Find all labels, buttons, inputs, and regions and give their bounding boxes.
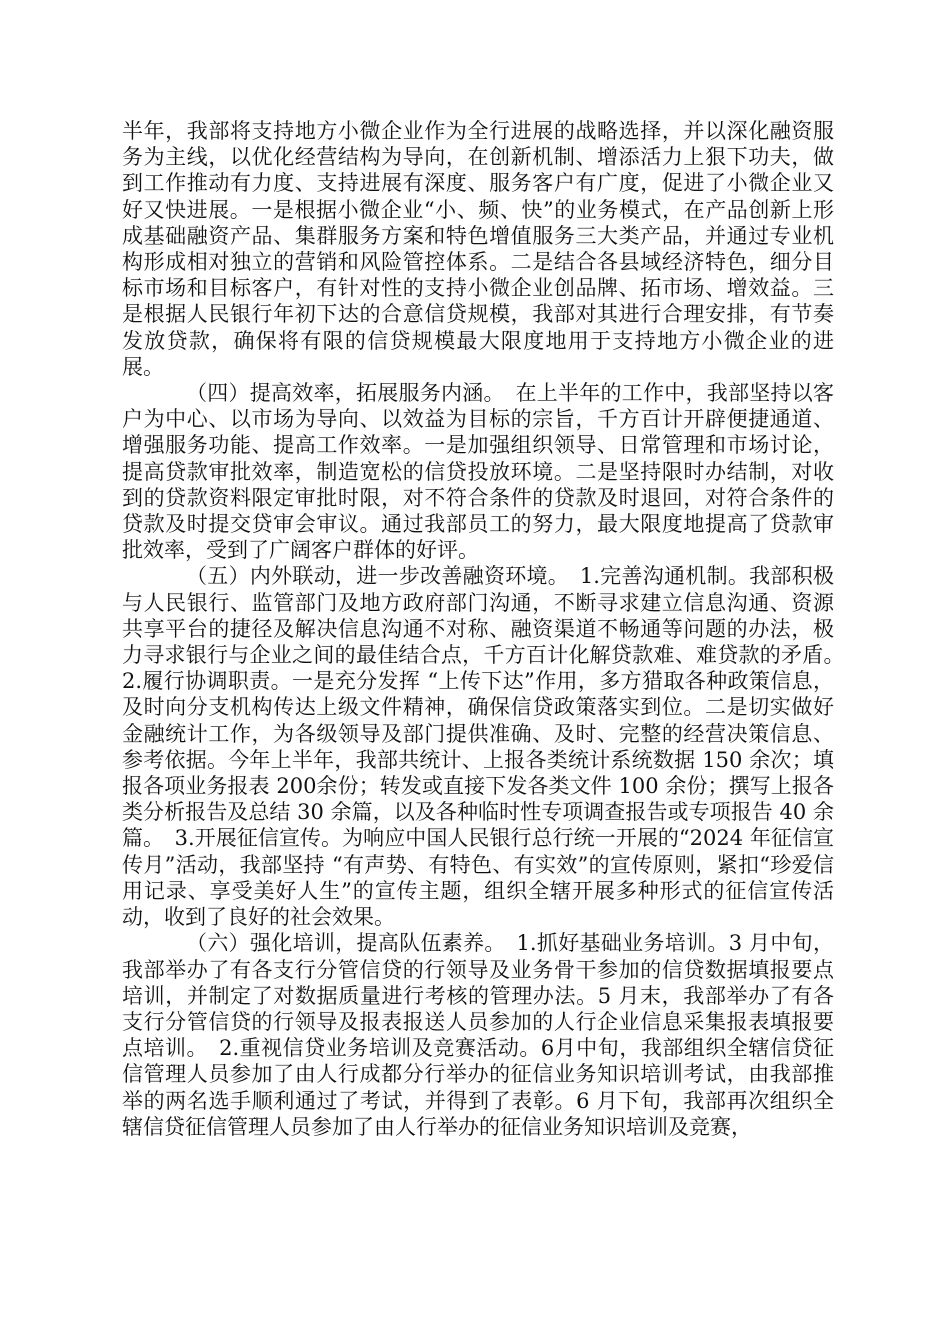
paragraph-small-business: 半年，我部将支持地方小微企业作为全行进展的战略选择，并以深化融资服务为主线，以优化经营结构为导向，在创新机制、增添活力上狠下功夫，做到工作推动有力度、支持进展有深度、服务客户有广度，促进了小微企业又好又快进展。一是根据小微企业“小、频、快”的业务模式，在产品创新上形成基础融资产品、集群服务方案和特色增值服务三大类产品，并通过专业机构形成相对独立的营销和风险管控体系。二是结合各县域经济特色，细分目标市场和目标客户，有针对性的支持小微企业创品牌、拓市场、增效益。三是根据人民银行年初下达的合意信贷规模，我部对其进行合理安排，有节奏发放贷款，确保将有限的信贷规模最大限度地用于支持地方小微企业的进展。: [122, 119, 834, 379]
paragraph-training: （六）强化培训，提高队伍素养。 1.抓好基础业务培训。3 月中旬，我部举办了有各支行分管信贷的行领导及业务骨干参加的信贷数据填报要点培训，并制定了对数据质量进行考核的管理办法。5 月末，我部举办了有各支行分管信贷的行领导及报表报送人员参加的人行企业信息采集报表填报要点培训。 2.重视信贷业务培训及竞赛活动。6月中旬，我部组织全辖信贷征信管理人员参加了由人行成都分行举办的征信业务知识培训考试，由我部推举的两名选手顺利通过了考试，并得到了表彰。6 月下旬，我部再次组织全辖信贷征信管理人员参加了由人行举办的征信业务知识培训及竞赛，: [122, 931, 834, 1139]
document-body: [122, 118, 855, 1140]
paragraph-efficiency: （四）提高效率，拓展服务内涵。 在上半年的工作中，我部坚持以客户为中心、以市场为导向、以效益为目标的宗旨，千方百计开辟便捷通道、增强服务功能、提高工作效率。一是加强组织领导、日常管理和市场讨论，提高贷款审批效率，制造宽松的信贷投放环境。二是坚持限时办结制，对收到的贷款资料限定审批时限，对不符合条件的贷款及时退回，对符合条件的贷款及时提交贷审会审议。通过我部员工的努力，最大限度地提高了贷款审批效率，受到了广阔客户群体的好评。: [122, 381, 834, 563]
paragraph-financing-environment: （五）内外联动，进一步改善融资环境。 1.完善沟通机制。我部积极与人民银行、监管部门及地方政府部门沟通，不断寻求建立信息沟通、资源共享平台的捷径及解决信息沟通不对称、融资渠道不畅通等问题的办法，极力寻求银行与企业之间的最佳结合点，千方百计化解贷款难、难贷款的矛盾。 2.履行协调职责。一是充分发挥 “上传下达”作用，多方猎取各种政策信息，及时向分支机构传达上级文件精神，确保信贷政策落实到位。二是切实做好金融统计工作，为各级领导及部门提供准确、及时、完整的经营决策信息、参考依据。今年上半年，我部共统计、上报各类统计系统数据 150 余次；填报各项业务报表 200余份；转发或直接下发各类文件 100 余份；撰写上报各类分析报告及总结 30 余篇，以及各种临时性专项调查报告或专项报告 40 余篇。 3.开展征信宣传。为响应中国人民银行总行统一开展的“2024 年征信宣传月”活动，我部坚持 “有声势、有特色、有实效”的宣传原则，紧扣“珍爱信用记录、享受美好人生”的宣传主题，组织全辖开展多种形式的征信宣传活动，收到了良好的社会效果。: [122, 564, 855, 930]
